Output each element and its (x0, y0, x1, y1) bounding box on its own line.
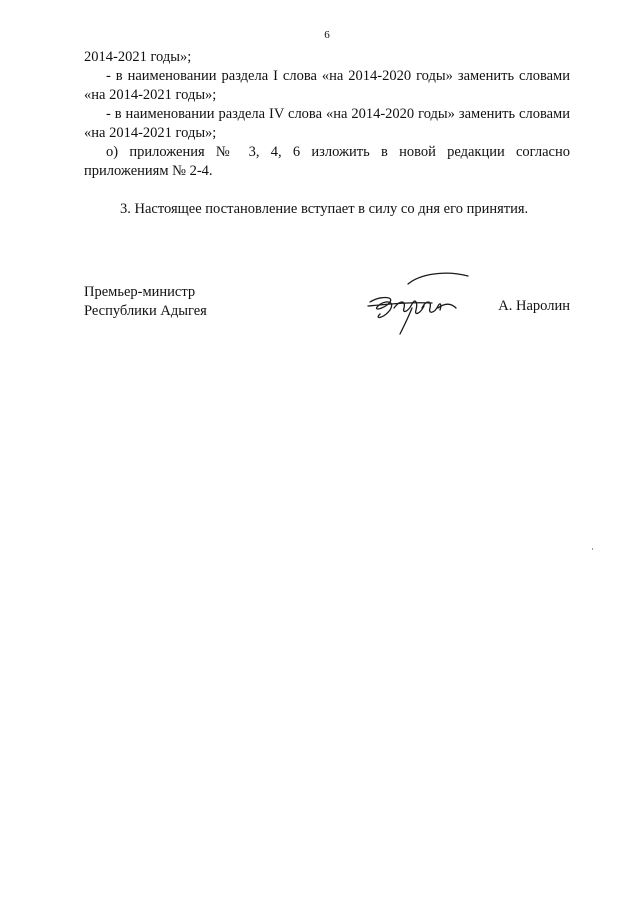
scan-speck (592, 548, 593, 550)
document-body (84, 48, 570, 219)
handwritten-signature (360, 262, 480, 342)
signer-title-line2: Республики Адыгея (84, 303, 207, 319)
signer-name: А. Наролин (498, 298, 570, 314)
paragraph-section-iv: - в наименовании раздела IV слова «на 2014-2020 годы» заменить словами «на 2014-2021 годы»; (84, 106, 570, 141)
page-number: 6 (324, 29, 330, 41)
paragraph-continuation: 2014-2021 годы»; (84, 49, 192, 65)
paragraph-effective-date: 3. Настоящее постановление вступает в силу со дня его принятия. (120, 201, 529, 217)
signer-title-line1: Премьер-министр (84, 284, 196, 300)
paragraph-section-i: - в наименовании раздела I слова «на 2014-2020 годы» заменить словами «на 2014-2021 годы»; (84, 68, 570, 103)
signer-title (84, 283, 207, 321)
paragraph-appendices: о) приложения № 3, 4, 6 изложить в новой редакции согласно приложениям № 2-4. (84, 144, 570, 179)
